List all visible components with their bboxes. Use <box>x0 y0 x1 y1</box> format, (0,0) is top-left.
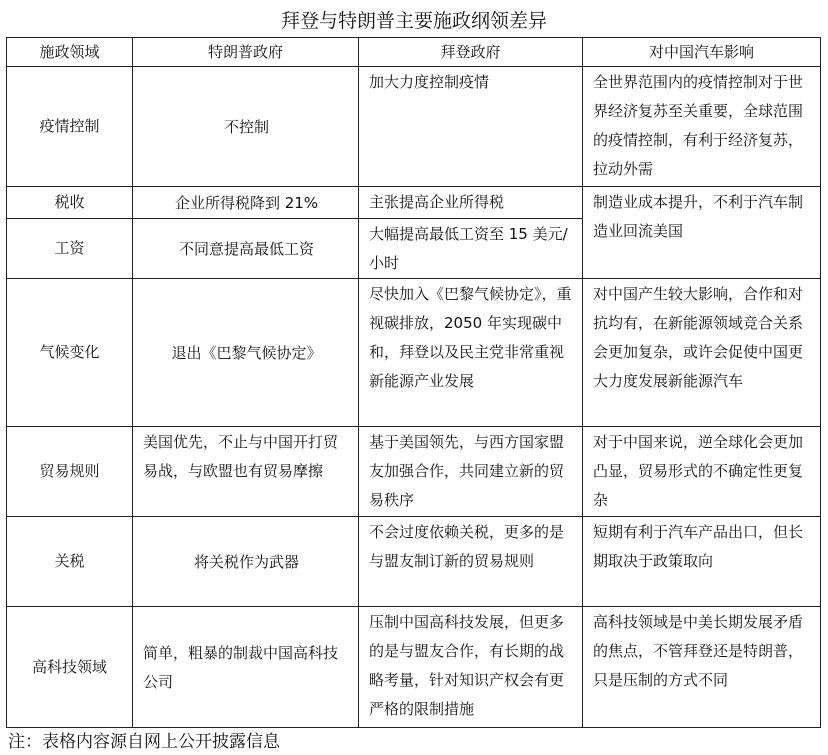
impact-cell: 对于中国来说，逆全球化会更加凸显，贸易形式的不确定性更复杂 <box>583 427 821 517</box>
table-row <box>7 517 821 607</box>
biden-cell: 大幅提高最低工资至 15 美元/小时 <box>359 219 583 279</box>
table-title: 拜登与特朗普主要施政纲领差异 <box>280 10 547 32</box>
area-cell: 税收 <box>7 187 133 219</box>
table-row <box>7 427 821 517</box>
trump-cell: 简单，粗暴的制裁中国高科技公司 <box>133 607 359 728</box>
source-note: 注：表格内容源自网上公开披露信息 <box>8 732 280 752</box>
area-cell: 疫情控制 <box>7 67 133 187</box>
trump-cell: 不控制 <box>133 67 359 187</box>
trump-cell: 美国优先，不止与中国开打贸易战，与欧盟也有贸易摩擦 <box>133 427 359 517</box>
impact-cell: 高科技领域是中美长期发展矛盾的焦点，不管拜登还是特朗普，只是压制的方式不同 <box>583 607 821 728</box>
table-row <box>7 67 821 187</box>
trump-cell: 将关税作为武器 <box>133 517 359 607</box>
header-area: 施政领域 <box>7 38 133 67</box>
area-cell: 关税 <box>7 517 133 607</box>
area-cell: 工资 <box>7 219 133 279</box>
impact-cell: 制造业成本提升，不利于汽车制造业回流美国 <box>583 187 821 279</box>
impact-cell: 全世界范围内的疫情控制对于世界经济复苏至关重要，全球范围的疫情控制，有利于经济复苏，拉动外需 <box>583 67 821 187</box>
biden-cell: 基于美国领先，与西方国家盟友加强合作，共同建立新的贸易秩序 <box>359 427 583 517</box>
policy-comparison-table <box>6 37 821 728</box>
biden-cell: 不会过度依赖关税，更多的是与盟友制订新的贸易规则 <box>359 517 583 607</box>
biden-cell: 主张提高企业所得税 <box>359 187 583 219</box>
biden-cell: 尽快加入《巴黎气候协定》，重视碳排放，2050 年实现碳中和，拜登以及民主党非常重视新能源产业发展 <box>359 279 583 427</box>
header-biden: 拜登政府 <box>359 38 583 67</box>
trump-cell: 退出《巴黎气候协定》 <box>133 279 359 427</box>
trump-cell: 企业所得税降到 21% <box>133 187 359 219</box>
area-cell: 高科技领域 <box>7 607 133 728</box>
biden-cell: 加大力度控制疫情 <box>359 67 583 187</box>
header-trump: 特朗普政府 <box>133 38 359 67</box>
area-cell: 气候变化 <box>7 279 133 427</box>
area-cell: 贸易规则 <box>7 427 133 517</box>
header-row <box>7 38 821 67</box>
table-row <box>7 187 821 219</box>
trump-cell: 不同意提高最低工资 <box>133 219 359 279</box>
header-impact: 对中国汽车影响 <box>583 38 821 67</box>
impact-cell: 短期有利于汽车产品出口，但长期取决于政策取向 <box>583 517 821 607</box>
table-row <box>7 607 821 728</box>
impact-cell: 对中国产生较大影响，合作和对抗均有，在新能源领域竞合关系会更加复杂，或许会促使中国更大力度发展新能源汽车 <box>583 279 821 427</box>
biden-cell: 压制中国高科技发展，但更多的是与盟友合作，有长期的战略考量，针对知识产权会有更严格的限制措施 <box>359 607 583 728</box>
table-row <box>7 279 821 427</box>
